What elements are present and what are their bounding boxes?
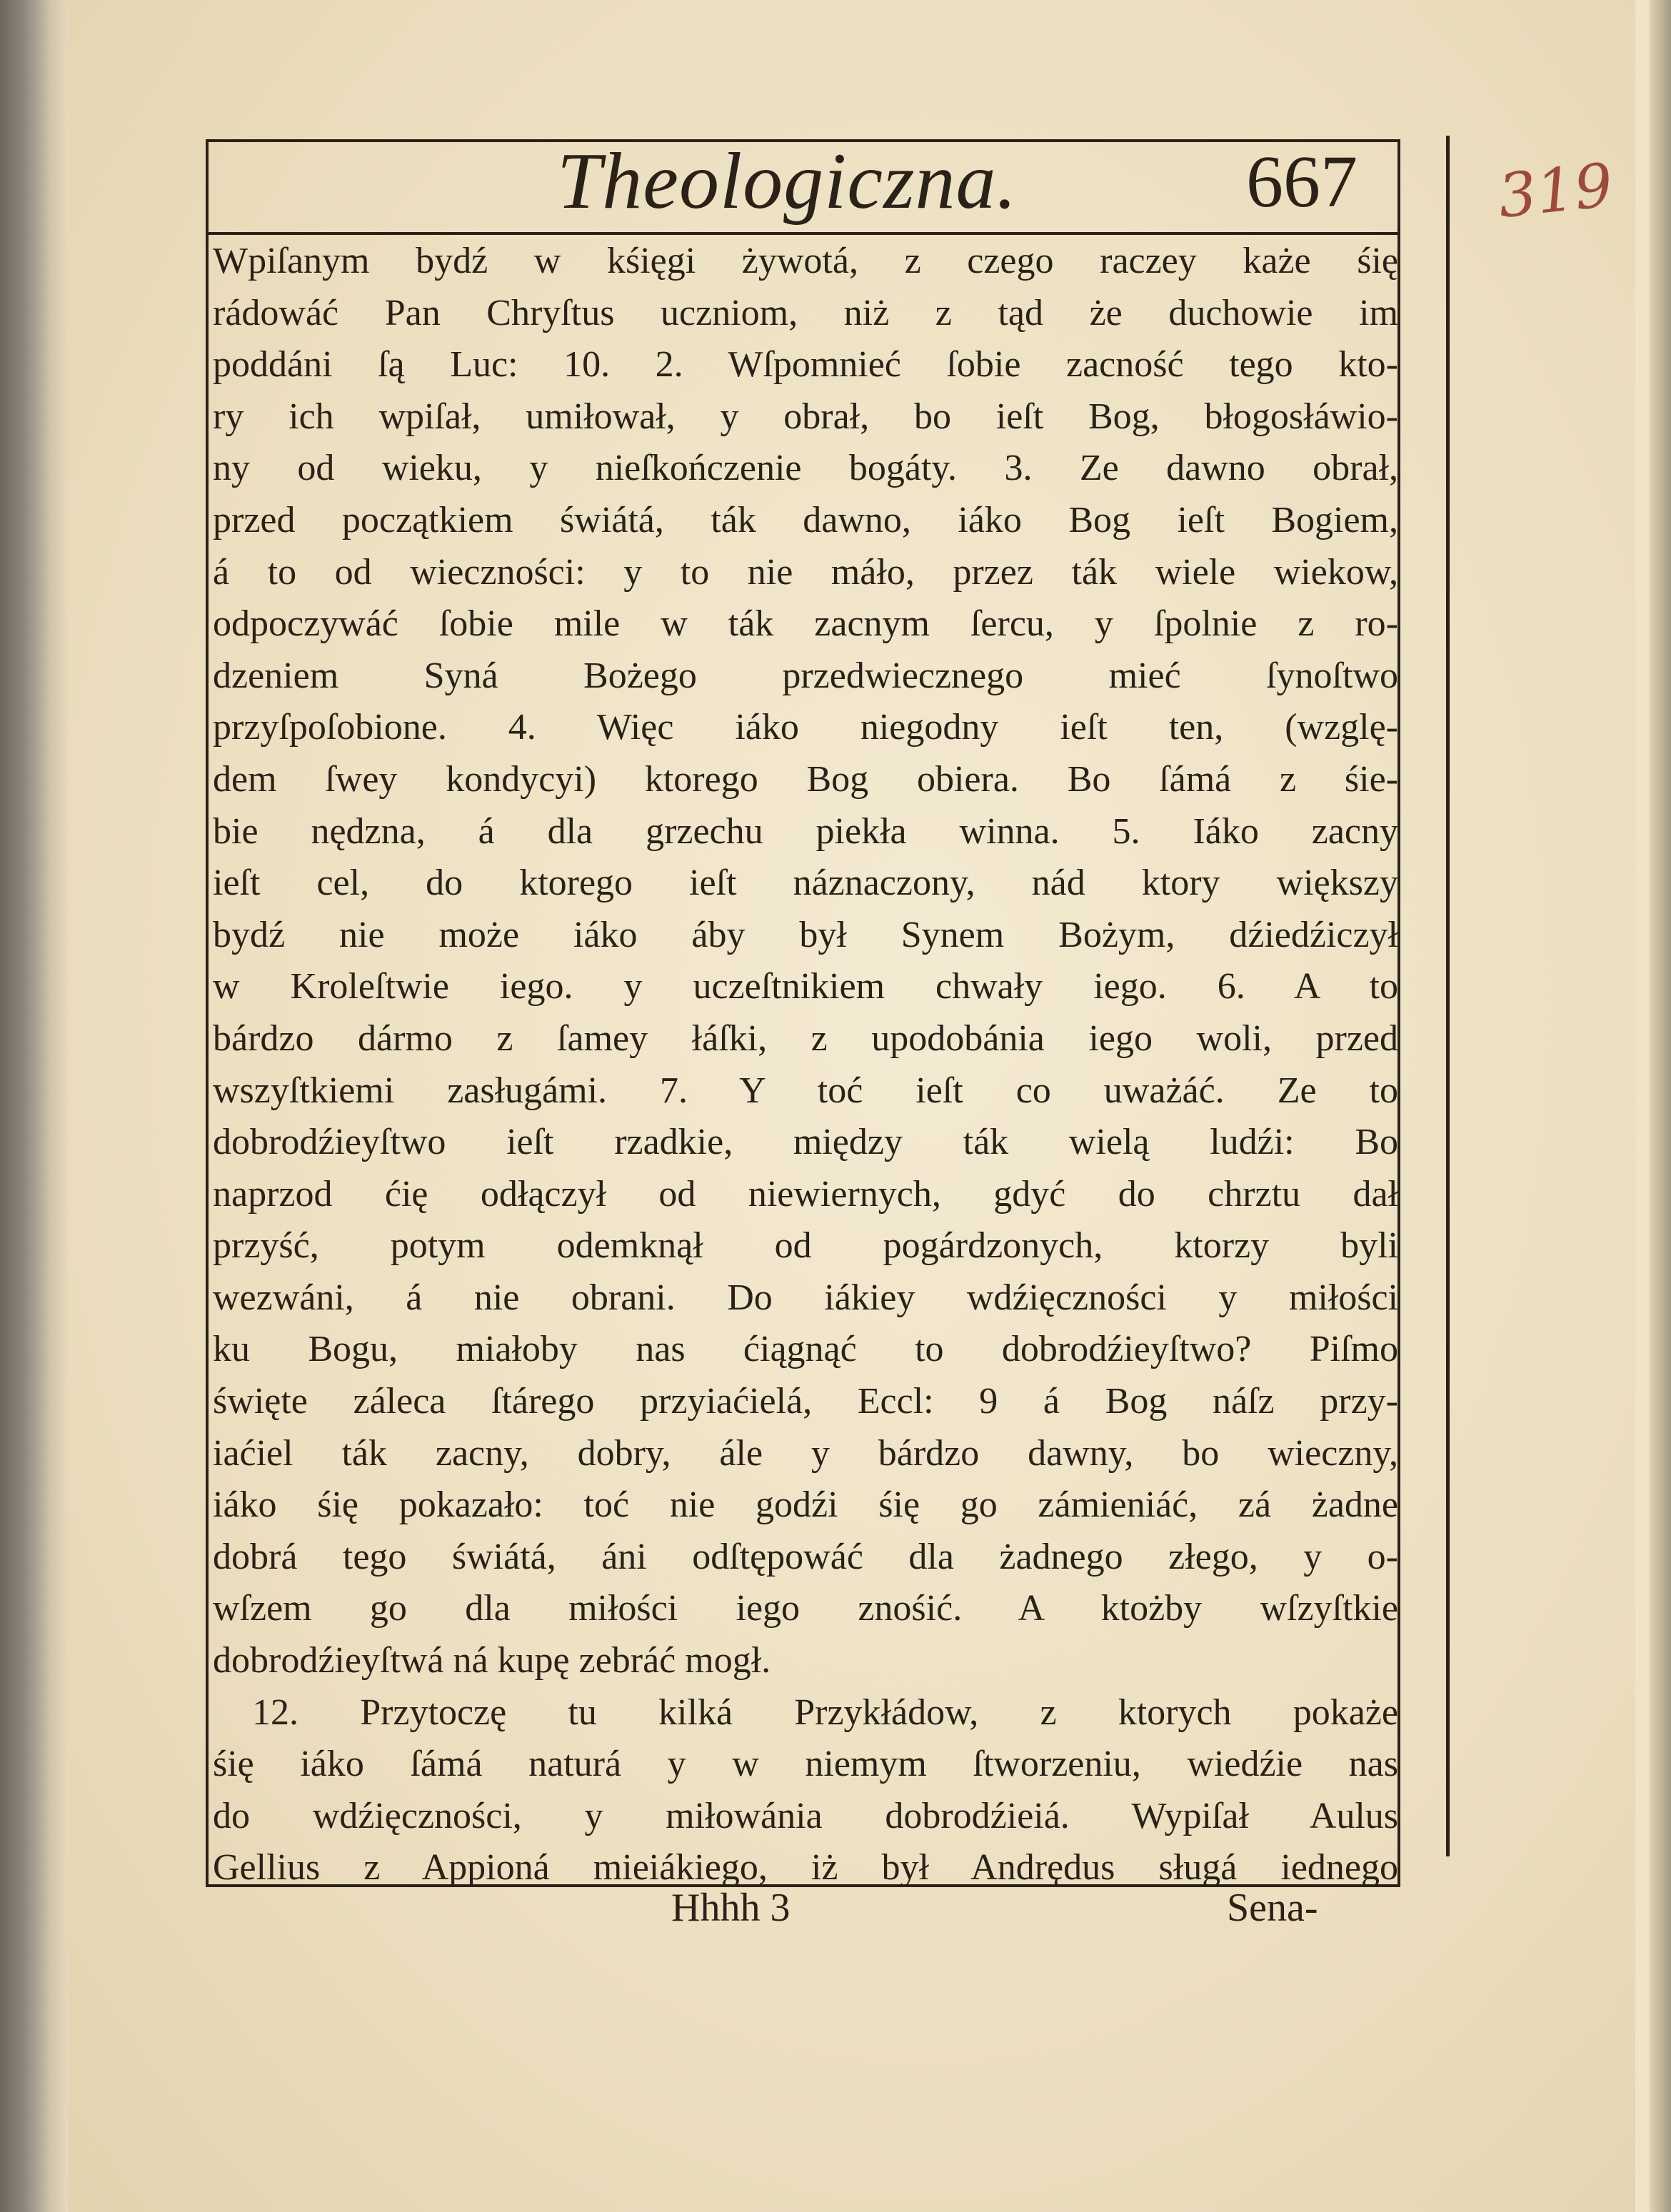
text-line: bie nędzna, á dla grzechu piekła winna. 5. Iáko zacny xyxy=(213,810,1398,852)
book-binding xyxy=(0,0,68,2212)
header-rule xyxy=(206,232,1400,235)
text-line: Gellius z Appioná mieiákiego, iż był Andrędus sługá iednego xyxy=(213,1847,1398,1889)
text-line: poddáni ſą Luc: 10. 2. Wſpomnieć ſobie zacność tego kto- xyxy=(213,344,1398,386)
text-line: dobrodźieyſtwá ná kupę zebráć mogł. xyxy=(213,1640,771,1681)
text-line: rádowáć Pan Chryſtus uczniom, niż z tąd że duchowie im xyxy=(213,292,1398,333)
text-line: Wpiſanym bydź w kśięgi żywotá, z czego raczey każe śię xyxy=(213,241,1398,281)
text-line: iáko śię pokazało: toć nie godźi śię go zámieniáć, zá żadne xyxy=(213,1484,1398,1526)
text-line: ny od wieku, y nieſkończenie bogáty. 3. Ze dawno obrał, xyxy=(213,448,1398,489)
text-line: wezwáni, á nie obrani. Do iákiey wdźięczności y miłości xyxy=(213,1277,1398,1318)
text-line: dobrodźieyſtwo ieſt rzadkie, między ták wielą ludźi: Bo xyxy=(213,1122,1398,1163)
text-line: w Kroleſtwie iego. y uczeſtnikiem chwały iego. 6. A to xyxy=(213,966,1398,1007)
text-line: dzeniem Syná Bożego przedwiecznego mieć ſynoſtwo xyxy=(213,655,1398,696)
text-line: 12. Przytoczę tu kilká Przykłádow, z ktorych pokaże xyxy=(252,1691,1398,1733)
text-line: przed początkiem świátá, ták dawno, iáko Bog ieſt Bogiem, xyxy=(213,499,1398,541)
text-line: do wdźięczności, y miłowánia dobrodźieiá. Wypiſał Aulus xyxy=(213,1795,1398,1836)
signature-mark: Hhhh 3 xyxy=(671,1886,791,1930)
running-title: Theologiczna. xyxy=(557,137,1018,226)
text-line: dem ſwey kondycyi) ktorego Bog obiera. Bo ſámá z śie- xyxy=(213,758,1398,800)
text-line: á to od wieczności: y to nie máło, przez ták wiele wiekow, xyxy=(213,551,1398,593)
text-line: naprzod ćię odłączył od niewiernych, gdyć do chrztu dał xyxy=(213,1173,1398,1215)
page-number: 667 xyxy=(1246,141,1358,223)
text-line: ku Bogu, miałoby nas ćiągnąć to dobrodźieyſtwo? Piſmo xyxy=(213,1329,1398,1370)
margin-rule xyxy=(1446,136,1450,1856)
catchword: Sena- xyxy=(1227,1886,1318,1930)
handwritten-annotation: 319 xyxy=(1495,149,1617,232)
text-line: bárdzo dármo z ſamey łáſki, z upodobánia iego woli, przed xyxy=(213,1017,1398,1059)
body-text xyxy=(213,236,1398,1894)
text-line: ry ich wpiſał, umiłował, y obrał, bo ieſt Bog, błogosłáwio- xyxy=(213,396,1398,437)
text-line: przyść, potym odemknął od pogárdzonych, ktorzy byli xyxy=(213,1225,1398,1267)
text-line: święte záleca ſtárego przyiaćielá, Eccl: 9 á Bog náſz przy- xyxy=(213,1381,1398,1422)
text-line: wszyſtkiemi zasługámi. 7. Y toć ieſt co uważáć. Ze to xyxy=(213,1070,1398,1111)
text-line: śię iáko ſámá naturá y w niemym ſtworzeniu, wiedźie nas xyxy=(213,1744,1398,1785)
text-line: iaćiel ták zacny, dobry, ále y bárdzo dawny, bo wieczny, xyxy=(213,1432,1398,1474)
text-line: odpoczywáć ſobie mile w ták zacnym ſercu, y ſpolnie z ro- xyxy=(213,603,1398,645)
text-line: wſzem go dla miłości iego znośić. A ktożby wſzyſtkie xyxy=(213,1588,1398,1629)
text-line: ieſt cel, do ktorego ieſt náznaczony, nád ktory większy xyxy=(213,863,1398,904)
text-line: przyſpoſobione. 4. Więc iáko niegodny ieſt ten, (wzglę- xyxy=(213,707,1398,748)
text-line: bydź nie może iáko áby był Synem Bożym, dźiedźiczył xyxy=(213,914,1398,955)
text-line: dobrá tego świátá, áni odſtępowáć dla żadnego złego, y o- xyxy=(213,1536,1398,1577)
page-edge xyxy=(1650,0,1671,2212)
